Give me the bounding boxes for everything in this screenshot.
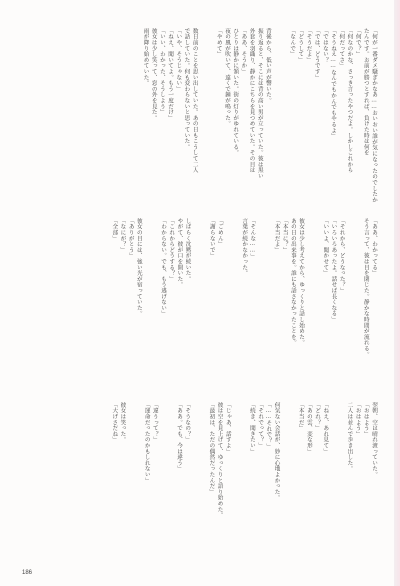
paragraph-gap [346, 218, 362, 396]
page-number: 186 [22, 570, 33, 576]
text-line: 「最初は、ただの偶然だったんだ」 [208, 402, 215, 495]
text-line: 「本当だ」 [297, 402, 304, 431]
text-line: 「何が一番ダメ騒ぎかなあ……おいおい誰が気になったのでしたか [371, 28, 377, 203]
paragraph-gap [256, 218, 272, 396]
text-line: 彼は空を見上げて、ゆっくりと語り始めた。 [216, 402, 223, 518]
text-line: 「やめて」 [215, 28, 222, 57]
text-line: 「あの雲、変な形」 [305, 402, 312, 455]
text-line: 「何なのかな、さっき言ったやつだよ。しかしこれから [346, 28, 353, 173]
text-line: 「これからどうする？」 [168, 218, 175, 282]
text-line: 「いや、そうじゃない」 [175, 28, 182, 92]
text-line: 翌朝、空は晴れ渡っていた。 [371, 402, 377, 478]
text-line: 「ねえ、あれ見て」 [322, 402, 329, 455]
text-line: 「……それで？」 [265, 402, 272, 450]
text-line: 「ではない？ [321, 28, 328, 63]
text-line: あの日の出来事を。誰にも話さなかったことを。 [289, 218, 296, 346]
text-line: 彼女の目には、強い光が宿っていた。 [135, 218, 142, 317]
text-tier-3 [22, 402, 378, 566]
text-line: 夜の風が吹いて、遠くで鐘が鳴った。 [224, 28, 230, 127]
text-line: 「いい、わかった、そうしよう」 [158, 28, 165, 115]
text-line: 「ああ。でも、今は違う」 [176, 402, 182, 472]
text-line: 「それでって？」 [257, 402, 264, 449]
paragraph-gap [224, 218, 240, 396]
paragraph-gap [126, 402, 142, 566]
paragraph-gap [143, 218, 159, 396]
text-line: 「何だってさ」 [338, 28, 345, 69]
text-line: 「本当だよ」 [273, 218, 280, 253]
text-line: 何気ない会話が、妙に心地よかった。 [273, 402, 280, 501]
text-line: 背後から、低い声が響いた。 [264, 28, 271, 104]
paragraph-gap [191, 402, 207, 566]
text-line: で話していた。何も変わらないと思っていた。 [183, 28, 190, 150]
text-line: 「何で？」 [354, 28, 361, 57]
text-line: 「謝らないで」 [208, 218, 215, 259]
paragraph-gap [232, 402, 248, 566]
text-line: 「ああ、わかってる」 [371, 218, 377, 276]
text-tier-2 [22, 218, 378, 396]
paragraph-gap [281, 402, 297, 566]
text-line: 彼女は少し考えてから、ゆっくりと話し始めた。 [298, 218, 305, 346]
text-line: 雨が降り始めていた。 [142, 28, 149, 86]
text-line: 「いいよ、聞かせて」 [322, 218, 329, 276]
text-line: 「本当に？」 [281, 218, 288, 253]
paragraph-gap [192, 218, 208, 396]
text-line: 「違うって？」 [151, 402, 158, 443]
text-line: 「ごめん」 [216, 218, 223, 247]
text-tier-1 [22, 28, 378, 228]
paragraph-gap [329, 402, 345, 566]
text-line: 「そうなの？」 [184, 402, 191, 443]
text-line: 「続き、聞きたい」 [248, 402, 255, 455]
text-line: やがて、彼が口を開いた。 [176, 218, 183, 288]
text-line: 「じゃあ、話すよ」 [224, 402, 231, 455]
text-line: 「ねえ、聞いてよ。もう一度だけ」 [167, 28, 174, 121]
text-line: 「おはよう」 [354, 402, 361, 437]
paragraph-gap [305, 218, 321, 396]
page-edge [394, 0, 400, 586]
text-line: 「そうだよ」 [305, 28, 312, 63]
paragraph-gap [199, 28, 215, 228]
text-line: 「全部」 [111, 218, 118, 242]
text-line: 「そうねえ……なんでもかんでもやるよ」 [330, 28, 337, 139]
text-line: 「おはよう」 [362, 402, 369, 437]
text-line: 「わからない。でも、もう逃げない」 [160, 218, 166, 317]
paragraph-gap [272, 28, 288, 228]
text-line: たんです。お前が勝つとすれば、負けた時は何を [362, 28, 369, 156]
text-line: しばらく沈黙が続いた。 [184, 218, 191, 282]
text-line: 「いろいろあったよ。話せば長くなる」 [330, 218, 337, 323]
text-line: 「ありがとう」 [127, 218, 134, 259]
text-line: 「なにが？」 [119, 218, 126, 253]
text-line: 二人は並んで歩き出した。 [346, 402, 353, 472]
text-line: 「どれ？」 [314, 402, 321, 431]
text-line: 「ああ、そうか」 [240, 28, 247, 75]
text-line: 「大げさだね」 [111, 402, 118, 443]
text-line: 「運命だったのかもしれない」 [143, 402, 150, 484]
text-line: ひとりは静かに頷いた。街の灯りがゆれている。 [232, 28, 239, 156]
text-line: 「なんで」 [289, 28, 296, 57]
text-line: 「どうして」 [297, 28, 304, 63]
text-line: 「それから、どうなった？」 [338, 218, 345, 294]
text-line: そう言って、彼は目を閉じた。静かな時間が流れる。 [362, 218, 369, 358]
text-line: 彼女は笑った。 [119, 402, 126, 443]
text-line: 外套を羽織り、静かにこちらを見つめていた。その目は [248, 28, 255, 173]
text-line: 振り返ると、そこには背の高い男が立っていた。彼は黒い [256, 28, 263, 179]
text-line: 「そんな……」 [249, 218, 256, 260]
paragraph-gap [159, 402, 175, 566]
text-line: 数日前のことを思い出していた。あの日もこうして二人 [191, 28, 198, 173]
text-line: 彼女は少し笑って、窓の外を見た。 [150, 28, 157, 121]
text-line: 言葉が続かなかった。 [241, 218, 248, 276]
text-line: 「では、どうです」 [313, 28, 320, 81]
